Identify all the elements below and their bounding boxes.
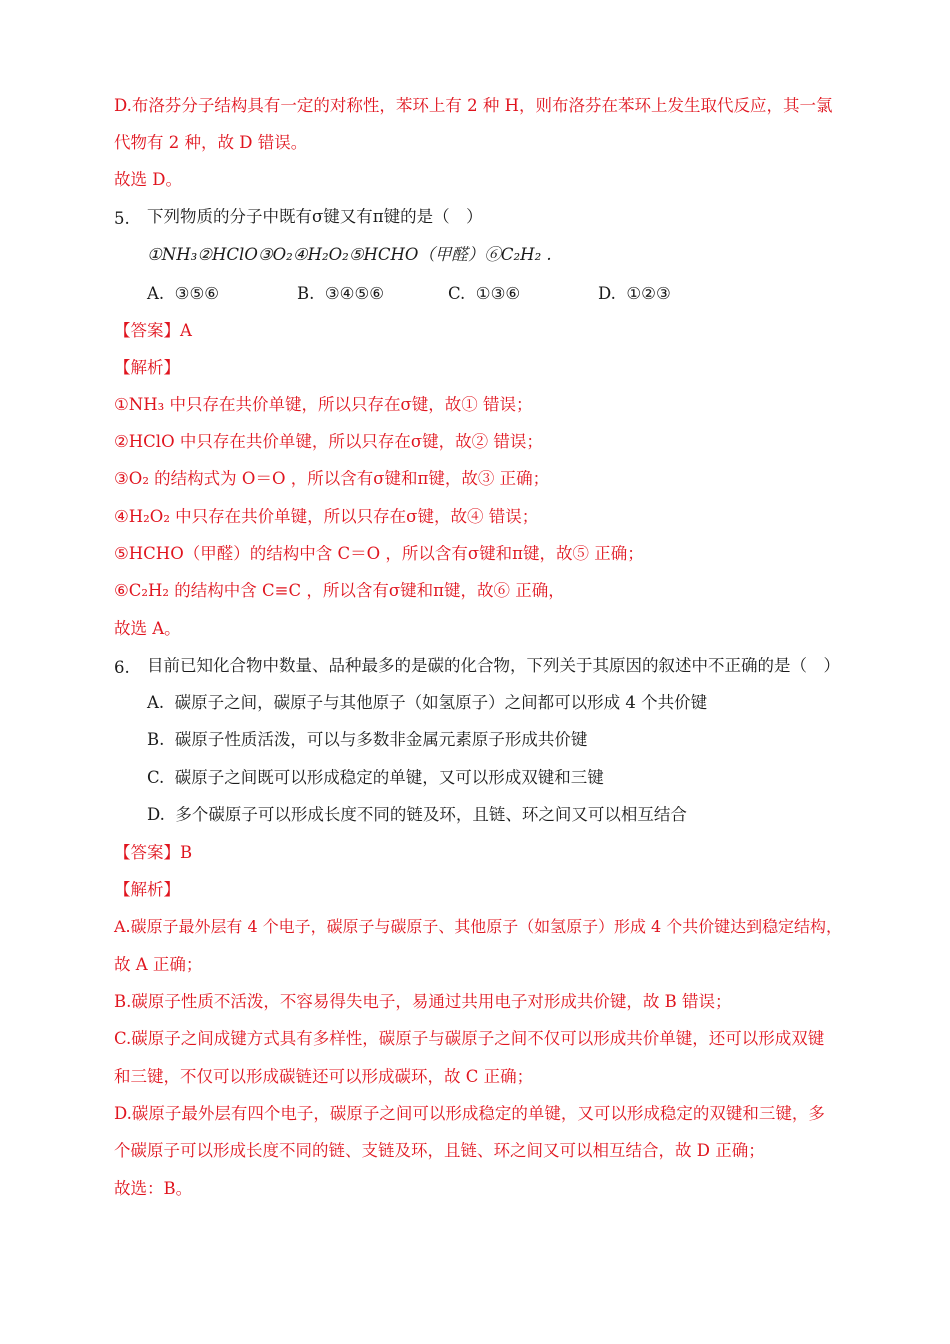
q6-analysis-line: 个碳原子可以形成长度不同的链、支链及环，且链、环之间又可以相互结合，故 D 正确；	[114, 1141, 765, 1160]
q6-analysis-line: 和三键，不仅可以形成碳链还可以形成碳环，故 C 正确；	[114, 1067, 534, 1086]
q6-option-d-text: 多个碳原子可以形成长度不同的链及环，且链、环之间又可以相互结合	[175, 805, 687, 824]
q5-analysis-line: ⑤HCHO（甲醛）的结构中含 C＝O ，所以含有σ键和π键，故⑤ 正确；	[114, 544, 644, 563]
q5-conclusion: 故选 A。	[114, 619, 181, 638]
q6-analysis-line: B.碳原子性质不活泼，不容易得失电子，易通过共用电子对形成共价键，故 B 错误；	[114, 992, 732, 1011]
q5-option-d-text: ①②③	[626, 284, 671, 303]
q6-option-b-text: 碳原子性质活泼，可以与多数非金属元素原子形成共价键	[174, 730, 588, 749]
q5-option-b-text: ③④⑤⑥	[324, 284, 385, 303]
q5-analysis-line: ④H₂O₂ 中只存在共价单键，所以只存在σ键，故④ 错误；	[114, 507, 539, 526]
q5-number: 5.	[114, 209, 130, 228]
q5-option-a-text: ③⑤⑥	[174, 284, 220, 303]
q6-option-d-letter: D.	[147, 805, 165, 824]
q6-analysis-label: 【解析】	[114, 880, 180, 899]
prev-d-line2: 代物有 2 种，故 D 错误。	[114, 133, 308, 152]
q5-analysis-line: ⑥C₂H₂ 的结构中含 C≡C ，所以含有σ键和π键，故⑥ 正确，	[114, 581, 565, 600]
q6-option-c-letter: C.	[147, 768, 165, 787]
prev-conclusion: 故选 D。	[114, 170, 182, 189]
q5-substances: ①NH₃②HClO③O₂④H₂O₂⑤HCHO（甲醛）⑥C₂H₂ .	[147, 245, 552, 264]
q6-analysis-line: 故 A 正确；	[114, 955, 203, 974]
q6-option-a	[147, 691, 707, 715]
q5-analysis-line: ②HClO 中只存在共价单键，所以只存在σ键，故② 错误；	[114, 432, 543, 451]
q6-option-a-letter: A.	[147, 693, 165, 712]
q6-conclusion: 故选：B。	[114, 1179, 193, 1198]
q6-analysis-line: A.碳原子最外层有 4 个电子，碳原子与碳原子、其他原子（如氢原子）形成 4 个共价键达到稳定结构，	[114, 917, 842, 936]
q6-answer: 【答案】B	[114, 843, 193, 862]
q5-option-b-letter: B.	[297, 284, 315, 303]
q5-option-c-letter: C.	[448, 284, 466, 303]
q5-option-d	[598, 282, 671, 306]
q5-option-c-text: ①③⑥	[475, 284, 521, 303]
q5-answer: 【答案】A	[114, 321, 192, 340]
q5-option-a	[147, 282, 219, 306]
q6-option-b-letter: B.	[147, 730, 165, 749]
q5-option-d-letter: D.	[598, 284, 616, 303]
q6-option-c	[147, 766, 604, 790]
q6-option-d	[147, 803, 687, 827]
q6-option-c-text: 碳原子之间既可以形成稳定的单键，又可以形成双键和三键	[174, 768, 604, 787]
q6-number: 6.	[114, 658, 130, 677]
q6-analysis-line: D.碳原子最外层有四个电子，碳原子之间可以形成稳定的单键，又可以形成稳定的双键和三键，多	[114, 1104, 825, 1123]
q5-analysis-label: 【解析】	[114, 358, 180, 377]
q5-option-a-letter: A.	[147, 284, 165, 303]
q5-analysis-line: ①NH₃ 中只存在共价单键，所以只存在σ键，故① 错误；	[114, 395, 533, 414]
q5-option-c	[448, 282, 520, 306]
q6-stem: 目前已知化合物中数量、品种最多的是碳的化合物，下列关于其原因的叙述中不正确的是（ ）	[147, 656, 840, 675]
q6-analysis-line: C.碳原子之间成键方式具有多样性，碳原子与碳原子之间不仅可以形成共价单键，还可以形成双键	[114, 1029, 825, 1048]
q5-option-b	[297, 282, 384, 306]
prev-d-line1: D.布洛芬分子结构具有一定的对称性，苯环上有 2 种 H，则布洛芬在苯环上发生取代反应，其一氯	[114, 96, 833, 115]
q5-stem: 下列物质的分子中既有σ键又有π键的是（ ）	[147, 207, 483, 226]
q6-option-b	[147, 728, 587, 752]
q6-option-a-text: 碳原子之间，碳原子与其他原子（如氢原子）之间都可以形成 4 个共价键	[174, 693, 708, 712]
q5-analysis-line: ③O₂ 的结构式为 O＝O ，所以含有σ键和π键，故③ 正确；	[114, 469, 550, 488]
